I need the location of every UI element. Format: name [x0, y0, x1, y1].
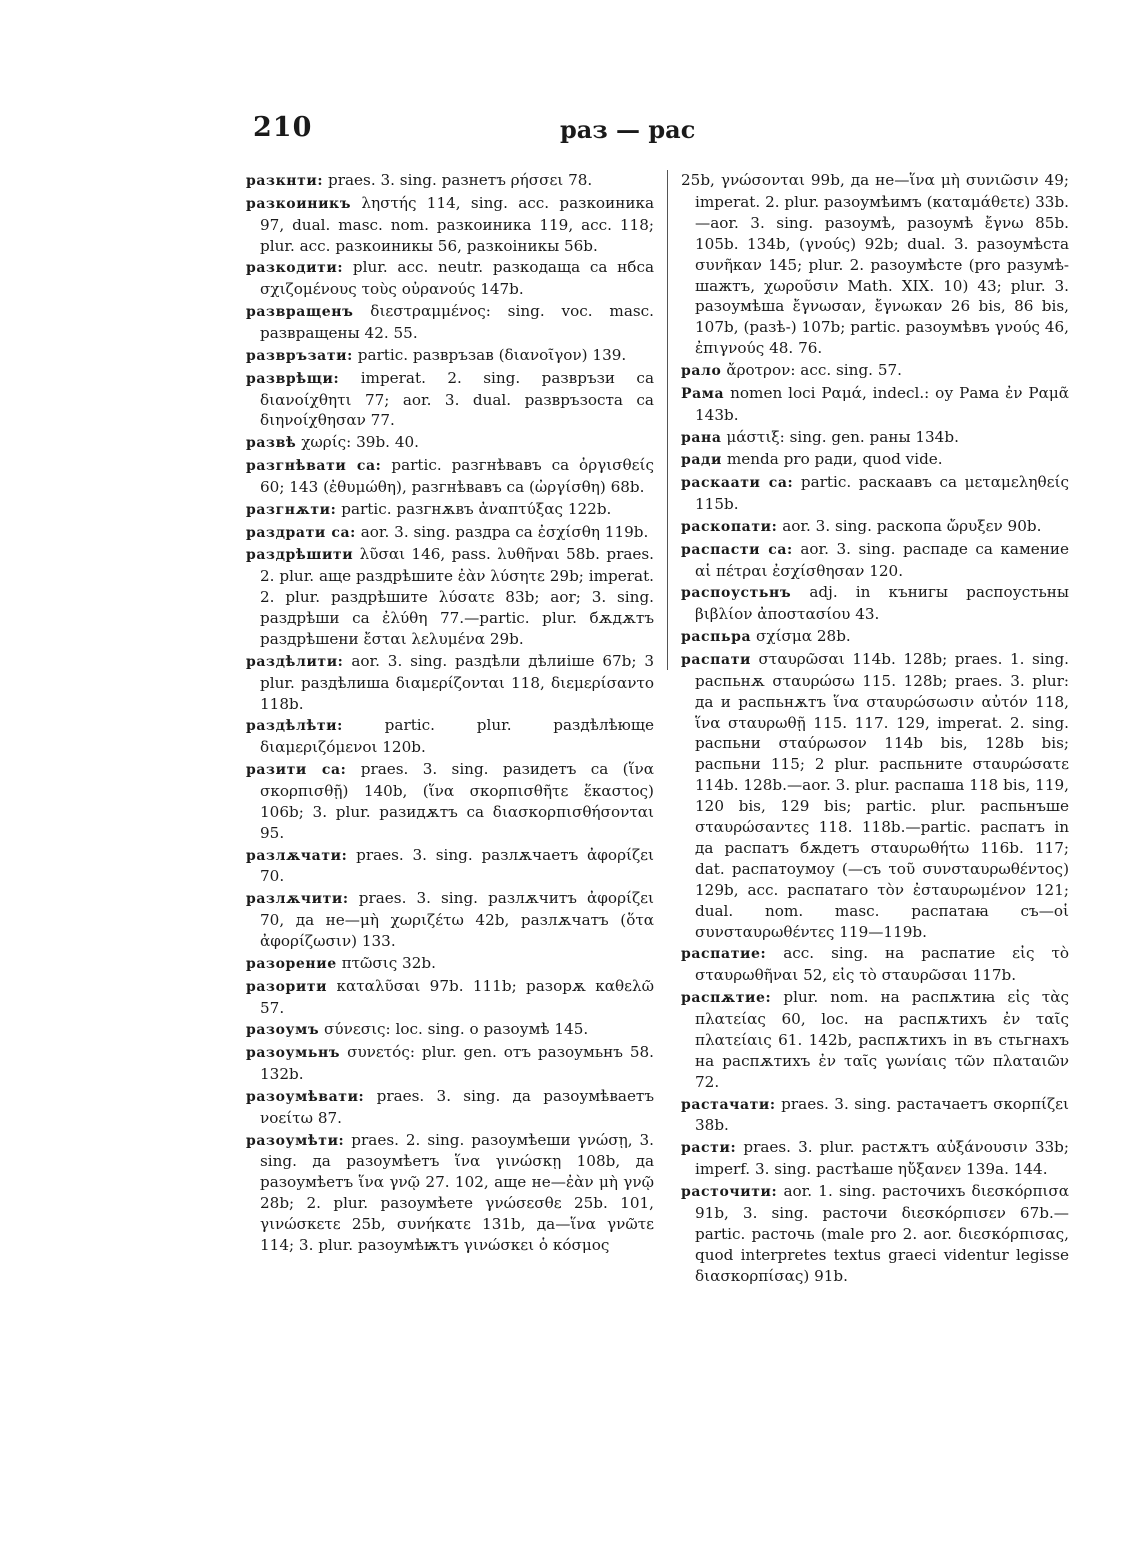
- entry-headword: раскопати:: [681, 518, 778, 535]
- entry-definition: aor. 1. sing. расточихъ διεσκόρπισα 91b, 3. sing. расточи διεσκόρπισεν 67b.—partic. расточь (male pro 2. aor. διεσκόρπισας, quod interpretes textus graeci videntur legisse διασκορπίσας) 91b.: [695, 1181, 1070, 1285]
- entry-definition: 25b, γνώσονται 99b, да не—ἵνα μὴ συνιῶσιν 49; imperat. 2. plur. разоумѣимъ (καταμάθετε) 33b.—aor. 3. sing. разоумѣ, разоумѣ ἔγνω 85b. 105b. 134b, (γνούς) 92b; dual. 3. разоумѣста συνῆκαν 145; plur. 2. разоумѣсте (pro разумѣ- шажтъ, χωροῦσιν Math. XIX. 10) 43; plur. 3. разоумѣша ἔγνωσαν, ἔγνωκαν 26 bis, 86 bis, 107b, (разѣ-) 107b; partic. разоумѣвъ γνούς 46, ἐπιγνούς 48. 76.: [681, 171, 1069, 358]
- entry-definition: praes. 2. sing. разоумѣеши γνώσῃ, 3. sing. да разоумѣетъ ἵνα γινώσκῃ 108b, да разоумѣетъ ἵνα γνῷ 27. 102, аще не—ἐὰν μὴ γνῷ 28b; 2. plur. разоумѣете γνώσεσθε 25b. 101, γινώσκετε 25b, συνήκατε 131b, да—ἵνα γνῶτε 114; 3. plur. разоумѣѭтъ γινώσκει ὁ κόσμος: [260, 1130, 655, 1255]
- entry-definition: praes. 3. sing. разлѫчаетъ ἀφορίζει 70.: [260, 845, 655, 886]
- dictionary-entry: [246, 257, 654, 300]
- dictionary-entry: [246, 888, 654, 952]
- entry-definition: καταλῦσαι 97b. 111b; разорѫ καθελῶ 57.: [260, 976, 654, 1017]
- dictionary-entry: [681, 649, 1069, 943]
- entry-definition: ληστής 114, sing. acc. разкоиника 97, dual. masc. nom. разкоиника 119, acc. 118; plur. acc. разкоиникы 56, разкоіникы 56b.: [260, 193, 654, 255]
- dictionary-entry: [681, 1094, 1069, 1137]
- entry-headword: развращенъ: [246, 304, 354, 321]
- dictionary-entry: [246, 345, 654, 367]
- entry-headword: рана: [681, 429, 722, 446]
- entry-definition: λῦσαι 146, pass. λυθῆναι 58b. praes. 2. plur. аще раздрѣшите ἐὰν λύσητε 29b; imperat. 2. plur. раздрѣшите λύσατε 83b; aor; 3. sing. раздрѣши са ἐλύθη 77.—partic. plur. бѫдѫтъ раздрѣшени ἔσται λελυμένα 29b.: [260, 545, 654, 648]
- dictionary-entry: [246, 1086, 654, 1129]
- dictionary-entry: [681, 1181, 1069, 1287]
- entry-headword: раздрати са:: [246, 524, 356, 541]
- column-divider: [667, 170, 668, 670]
- dictionary-entry: [246, 651, 654, 715]
- dictionary-entry: [246, 715, 654, 758]
- entry-definition: πτῶσις 32b.: [341, 953, 436, 972]
- entry-headword: распоустьнъ: [681, 585, 792, 602]
- entry-headword: разгнѫти:: [246, 501, 337, 518]
- entry-headword: раздрѣшити: [246, 547, 354, 564]
- left-column: [246, 170, 654, 1257]
- entry-headword: раздѣлити:: [246, 653, 344, 670]
- dictionary-entry: [246, 432, 654, 454]
- entry-headword: раздѣлѣти:: [246, 718, 343, 735]
- entry-definition: σταυρῶσαι 114b. 128b; praes. 1. sing. распьнѫ σταυρώσω 115. 128b; praes. 3. plur: да и распьнѫтъ ἵνα σταυρώσωσιν αὐτόν 118, ἵνα σταυρωθῇ 115. 117. 129, imperat. 2. sing. распьни σταύρωσον 114b bis, 128b bis; распьни 115; 2 plur. распьните σταυρώσατε 114b. 128b.—aor. 3. plur. распаша 118 bis, 119, 120 bis, 129 bis; partic. plur. распьнъше σταυρώσαντες 118. 118b.—partic. распатъ in да распатъ бѫдетъ σταυρωθήτω 116b. 117; dat. распатоумоу (—съ τοῦ συνσταυρωθέντος) 129b, acc. распатаго τὸν ἐσταυρωμένον 121; dual. nom. masc. распатаꙗ съ—οἱ συνσταυρωθέντες 119—119b.: [695, 649, 1070, 941]
- entry-definition: partic. разгнѣвавъ са ὀργισθείς 60; 143 (ἐθυμώθη), разгнѣвавъ са (ὠργίσθη) 68b.: [260, 456, 654, 496]
- entry-headword: расточити:: [681, 1183, 778, 1200]
- page-number: 210: [253, 112, 313, 143]
- entry-headword: разгнѣвати са:: [246, 458, 382, 475]
- dictionary-entry: [246, 193, 654, 257]
- entry-definition: χωρίς: 39b. 40.: [301, 433, 419, 452]
- dictionary-entry: [681, 516, 1069, 538]
- entry-definition: acc. sing. на распатие εἰς τὸ σταυρωθῆναι 52, εἰς τὸ σταυρῶσαι 117b.: [695, 944, 1070, 985]
- entry-headword: расти:: [681, 1140, 737, 1157]
- dictionary-entry: [681, 582, 1069, 625]
- dictionary-entry: [681, 170, 1069, 359]
- entry-definition: συνετός: plur. gen. отъ разоумьнъ 58. 132b.: [260, 1043, 654, 1084]
- entry-definition: praes. 3. sing. да разоумѣваетъ νοείτω 87.: [260, 1086, 655, 1127]
- dictionary-entry: [246, 1019, 654, 1041]
- dictionary-entry: [246, 1130, 654, 1256]
- entry-definition: menda pro ради, quod vide.: [726, 450, 943, 469]
- entry-headword: растачати:: [681, 1096, 776, 1113]
- dictionary-entry: [246, 170, 654, 192]
- entry-headword: разврѣщи:: [246, 370, 340, 387]
- entry-definition: nomen loci Ραμά, indecl.: оу Рама ἐν Ραμᾶ 143b.: [695, 383, 1070, 424]
- entry-definition: ἄροτρον: acc. sing. 57.: [726, 361, 902, 380]
- entry-headword: разорение: [246, 955, 337, 972]
- entry-definition: partic. plur. раздѣлѣюще διαμεριζόμενοι 120b.: [260, 716, 654, 757]
- entry-definition: plur. acc. neutr. разкодаща са нбса σχιζομένους τοὺς οὐρανούς 147b.: [260, 258, 654, 299]
- dictionary-entry: [246, 976, 654, 1019]
- entry-headword: разлѫчити:: [246, 891, 349, 908]
- entry-headword: распатие:: [681, 946, 767, 963]
- entry-definition: praes. 3. plur. растѫтъ αὐξάνουσιν 33b; imperf. 3. sing. растѣаше ηὔξανεν 139a. 144.: [695, 1138, 1070, 1179]
- entry-headword: разоумѣти:: [246, 1132, 345, 1149]
- dictionary-entry: [246, 544, 654, 650]
- entry-headword: разоумѣвати:: [246, 1088, 365, 1105]
- dictionary-entry: [681, 383, 1069, 426]
- entry-definition: σύνεσις: loc. sing. о разоумѣ 145.: [324, 1020, 589, 1039]
- entry-headword: развръзати:: [246, 347, 353, 364]
- dictionary-entry: [246, 845, 654, 888]
- dictionary-entry: [246, 368, 654, 432]
- entry-definition: διεστραμμένος: sing. voc. masc. развращены 42. 55.: [260, 302, 655, 343]
- dictionary-entry: [681, 626, 1069, 648]
- entry-definition: aor. 3. sing. раздра са ἐσχίσθη 119b.: [360, 522, 649, 541]
- entry-headword: Рама: [681, 385, 725, 402]
- entry-headword: ради: [681, 452, 722, 469]
- dictionary-entry: [681, 427, 1069, 449]
- dictionary-entry: [681, 943, 1069, 986]
- dictionary-entry: [681, 360, 1069, 382]
- entry-headword: распати: [681, 651, 751, 668]
- entry-headword: разорити: [246, 978, 328, 995]
- entry-definition: aor. 3. sing. раздѣли дѣлиіше 67b; 3 plur. раздѣлиша διαμερίζονται 118, διεμερίσαντο 118b.: [260, 651, 655, 713]
- dictionary-entry: [246, 455, 654, 498]
- entry-definition: imperat. 2. sing. развръзи са διανοίχθητι 77; aor. 3. dual. развръзоста са διηνοίχθησαν 77.: [260, 368, 654, 430]
- entry-definition: plur. nom. на распѫтиꙗ εἰς τὰς πλατείας 60, loc. на распѫтихъ ἐν ταῖς πλατείαις 61. 142b, распѫтихъ in въ стьгнахъ на распѫтихъ ἐν ταῖς γωνίαις τῶν πλαταιῶν 72.: [695, 988, 1070, 1091]
- entry-headword: разкнти:: [246, 173, 324, 189]
- entry-headword: распѫтие:: [681, 990, 772, 1007]
- dictionary-entry: [681, 472, 1069, 515]
- entry-definition: partic. развръзав (διανοῖγον) 139.: [357, 345, 627, 364]
- entry-headword: разлѫчати:: [246, 847, 348, 864]
- entry-headword: разоумьнъ: [246, 1045, 341, 1062]
- entry-definition: aor. 3. sing. раскопа ὤρυξεν 90b.: [782, 516, 1042, 535]
- dictionary-entry: [681, 1137, 1069, 1180]
- entry-headword: раскаати са:: [681, 475, 794, 492]
- dictionary-entry: [681, 987, 1069, 1093]
- dictionary-entry: [681, 539, 1069, 582]
- right-column: [681, 170, 1069, 1287]
- entry-definition: μάστιξ: sing. gen. раны 134b.: [726, 427, 959, 446]
- entry-headword: разити са:: [246, 762, 347, 779]
- entry-definition: praes. 3. sing. разидетъ са (ἵνα σκορπισθῇ) 140b, (ἵνα σκορπισθῆτε ἕκαστος) 106b; 3. plur. разидѫтъ са διασκορπισθήσονται 95.: [260, 760, 655, 842]
- entry-definition: praes. 3. sing. разлѫчитъ ἀφορίζει 70, да не—μὴ χωριζέτω 42b, разлѫчатъ (ὅτα ἀφορίζωσιν) 133.: [260, 889, 655, 951]
- running-head: раз — рас: [560, 115, 696, 144]
- dictionary-entry: [246, 522, 654, 544]
- dictionary-entry: [246, 1042, 654, 1085]
- entry-definition: partic. раскаавъ са μεταμεληθείς 115b.: [695, 473, 1069, 514]
- entry-definition: praes. 3. sing. разнетъ ρήσσει 78.: [328, 171, 593, 189]
- entry-headword: разкоиникъ: [246, 195, 352, 212]
- entry-definition: aor. 3. sing. распаде са камение αἱ πέτραι ἐσχίσθησαν 120.: [695, 539, 1070, 580]
- dictionary-entry: [246, 301, 654, 344]
- dictionary-entry: [246, 499, 654, 521]
- entry-headword: разоумъ: [246, 1022, 320, 1039]
- entry-headword: развѣ: [246, 435, 297, 452]
- entry-definition: σχίσμα 28b.: [756, 627, 851, 646]
- dictionary-entry: [246, 759, 654, 844]
- entry-headword: разкодити:: [246, 260, 344, 277]
- entry-definition: praes. 3. sing. растачаетъ σκορπίζει 38b.: [695, 1094, 1069, 1135]
- entry-headword: распьра: [681, 629, 752, 646]
- entry-definition: adj. in кънигы распоустьны βιβλίον ἀποστασίου 43.: [695, 583, 1069, 624]
- entry-definition: partic. разгнѫвъ ἀναπτύξας 122b.: [341, 499, 612, 518]
- dictionary-entry: [246, 953, 654, 975]
- entry-headword: распасти са:: [681, 541, 793, 558]
- dictionary-entry: [681, 449, 1069, 471]
- entry-headword: рало: [681, 363, 722, 380]
